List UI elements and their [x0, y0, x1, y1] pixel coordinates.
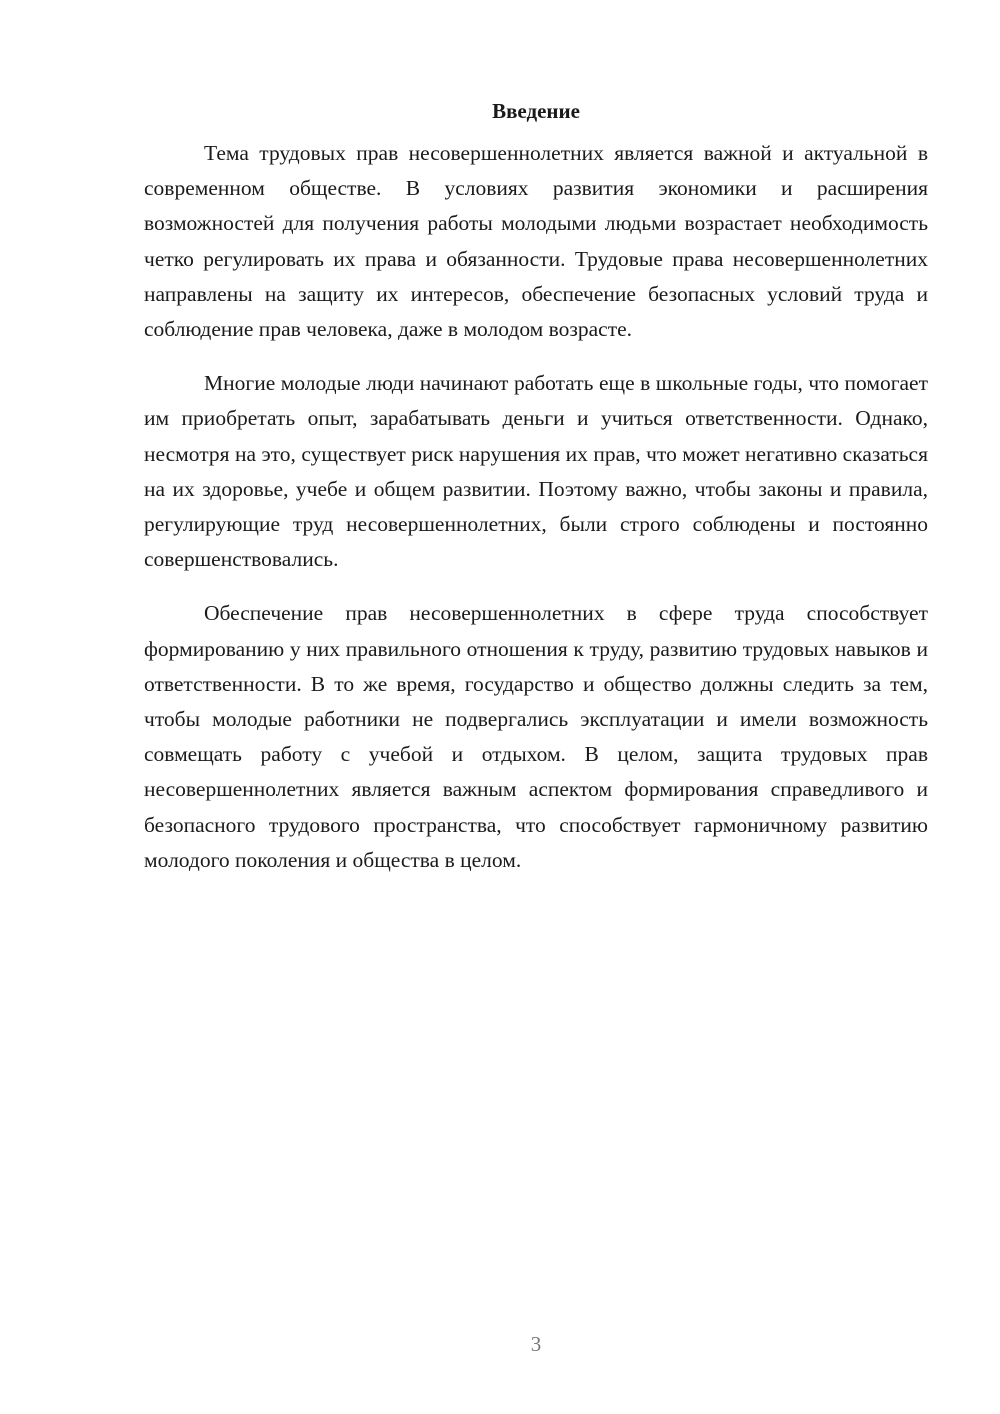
- page-number: 3: [530, 1332, 542, 1356]
- section-title: Введение: [492, 99, 580, 123]
- page-content: [144, 96, 928, 897]
- paragraph-2: Многие молодые люди начинают работать еще в школьные годы, что помогает им приобретать опыт, зарабатывать деньги и учиться ответственности. Однако, несмотря на это, существует риск нарушения их прав, что может негативно сказаться на их здоровье, учебе и общем развитии. Поэтому важно, чтобы законы и правила, регулирующие труд несовершеннолетних, были строго соблюдены и постоянно совершенствовались.: [144, 371, 928, 572]
- paragraph-3: Обеспечение прав несовершеннолетних в сфере труда способствует формированию у них правильного отношения к труду, развитию трудовых навыков и ответственности. В то же время, государство и общество должны следить за тем, чтобы молодые работники не подвергались эксплуатации и имели возможность совмещать работу с учебой и отдыхом. В целом, защита трудовых прав несовершеннолетних является важным аспектом формирования справедливого и безопасного трудового пространства, что способствует гармоничному развитию молодого поколения и общества в целом.: [144, 601, 928, 872]
- paragraph-1: Тема трудовых прав несовершеннолетних является важной и актуальной в современном обществе. В условиях развития экономики и расширения возможностей для получения работы молодыми людьми возрастает необходимость четко регулировать их права и обязанности. Трудовые права несовершеннолетних направлены на защиту их интересов, обеспечение безопасных условий труда и соблюдение прав человека, даже в молодом возрасте.: [144, 141, 928, 342]
